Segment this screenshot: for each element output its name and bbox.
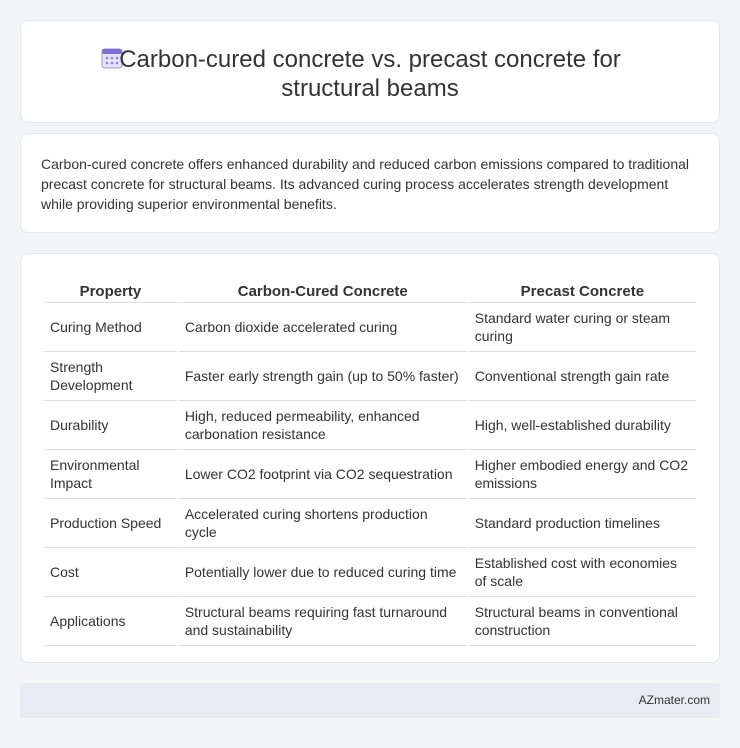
header-carbon-cured: Carbon-Cured Concrete [179, 274, 467, 303]
title-card [20, 20, 720, 123]
table-cell: Accelerated curing shortens production cycle [179, 499, 467, 548]
table-cell: Structural beams in conventional construction [469, 597, 696, 646]
table-cell: Standard production timelines [469, 499, 696, 548]
table-cell: Established cost with economies of scale [469, 548, 696, 597]
comparison-table [42, 274, 698, 646]
page-title: Carbon-cured concrete vs. precast concrete for structural beams [119, 46, 621, 102]
table-cell: Durability [44, 401, 177, 450]
table-cell: Cost [44, 548, 177, 597]
table-cell: Production Speed [44, 499, 177, 548]
table-cell: Carbon dioxide accelerated curing [179, 303, 467, 352]
header-precast: Precast Concrete [469, 274, 696, 303]
table-cell: Curing Method [44, 303, 177, 352]
table-cell: Conventional strength gain rate [469, 352, 696, 401]
comparison-table-card [20, 253, 720, 663]
table-row [44, 597, 696, 646]
table-header-row [44, 274, 696, 303]
table-cell: Potentially lower due to reduced curing time [179, 548, 467, 597]
footer-bar [20, 683, 720, 718]
table-cell: Lower CO2 footprint via CO2 sequestration [179, 450, 467, 499]
table-row [44, 548, 696, 597]
summary-text: Carbon-cured concrete offers enhanced durability and reduced carbon emissions compared to traditional precast concrete for structural beams. Its advanced curing process accelerates strength development while providing superior environmental benefits. [41, 156, 690, 212]
table-cell: Standard water curing or steam curing [469, 303, 696, 352]
table-cell: High, well-established durability [469, 401, 696, 450]
table-cell: Environmental Impact [44, 450, 177, 499]
table-row [44, 401, 696, 450]
table-cell: Applications [44, 597, 177, 646]
table-cell: Higher embodied energy and CO2 emissions [469, 450, 696, 499]
table-cell: Structural beams requiring fast turnaround and sustainability [179, 597, 467, 646]
table-row [44, 499, 696, 548]
table-row [44, 450, 696, 499]
footer-brand[interactable]: AZmater.com [638, 693, 710, 707]
header-property: Property [44, 274, 177, 303]
table-cell: Strength Development [44, 352, 177, 401]
summary-card [20, 133, 720, 233]
table-row [44, 352, 696, 401]
table-row [44, 303, 696, 352]
table-cell: High, reduced permeability, enhanced carbonation resistance [179, 401, 467, 450]
table-cell: Faster early strength gain (up to 50% faster) [179, 352, 467, 401]
